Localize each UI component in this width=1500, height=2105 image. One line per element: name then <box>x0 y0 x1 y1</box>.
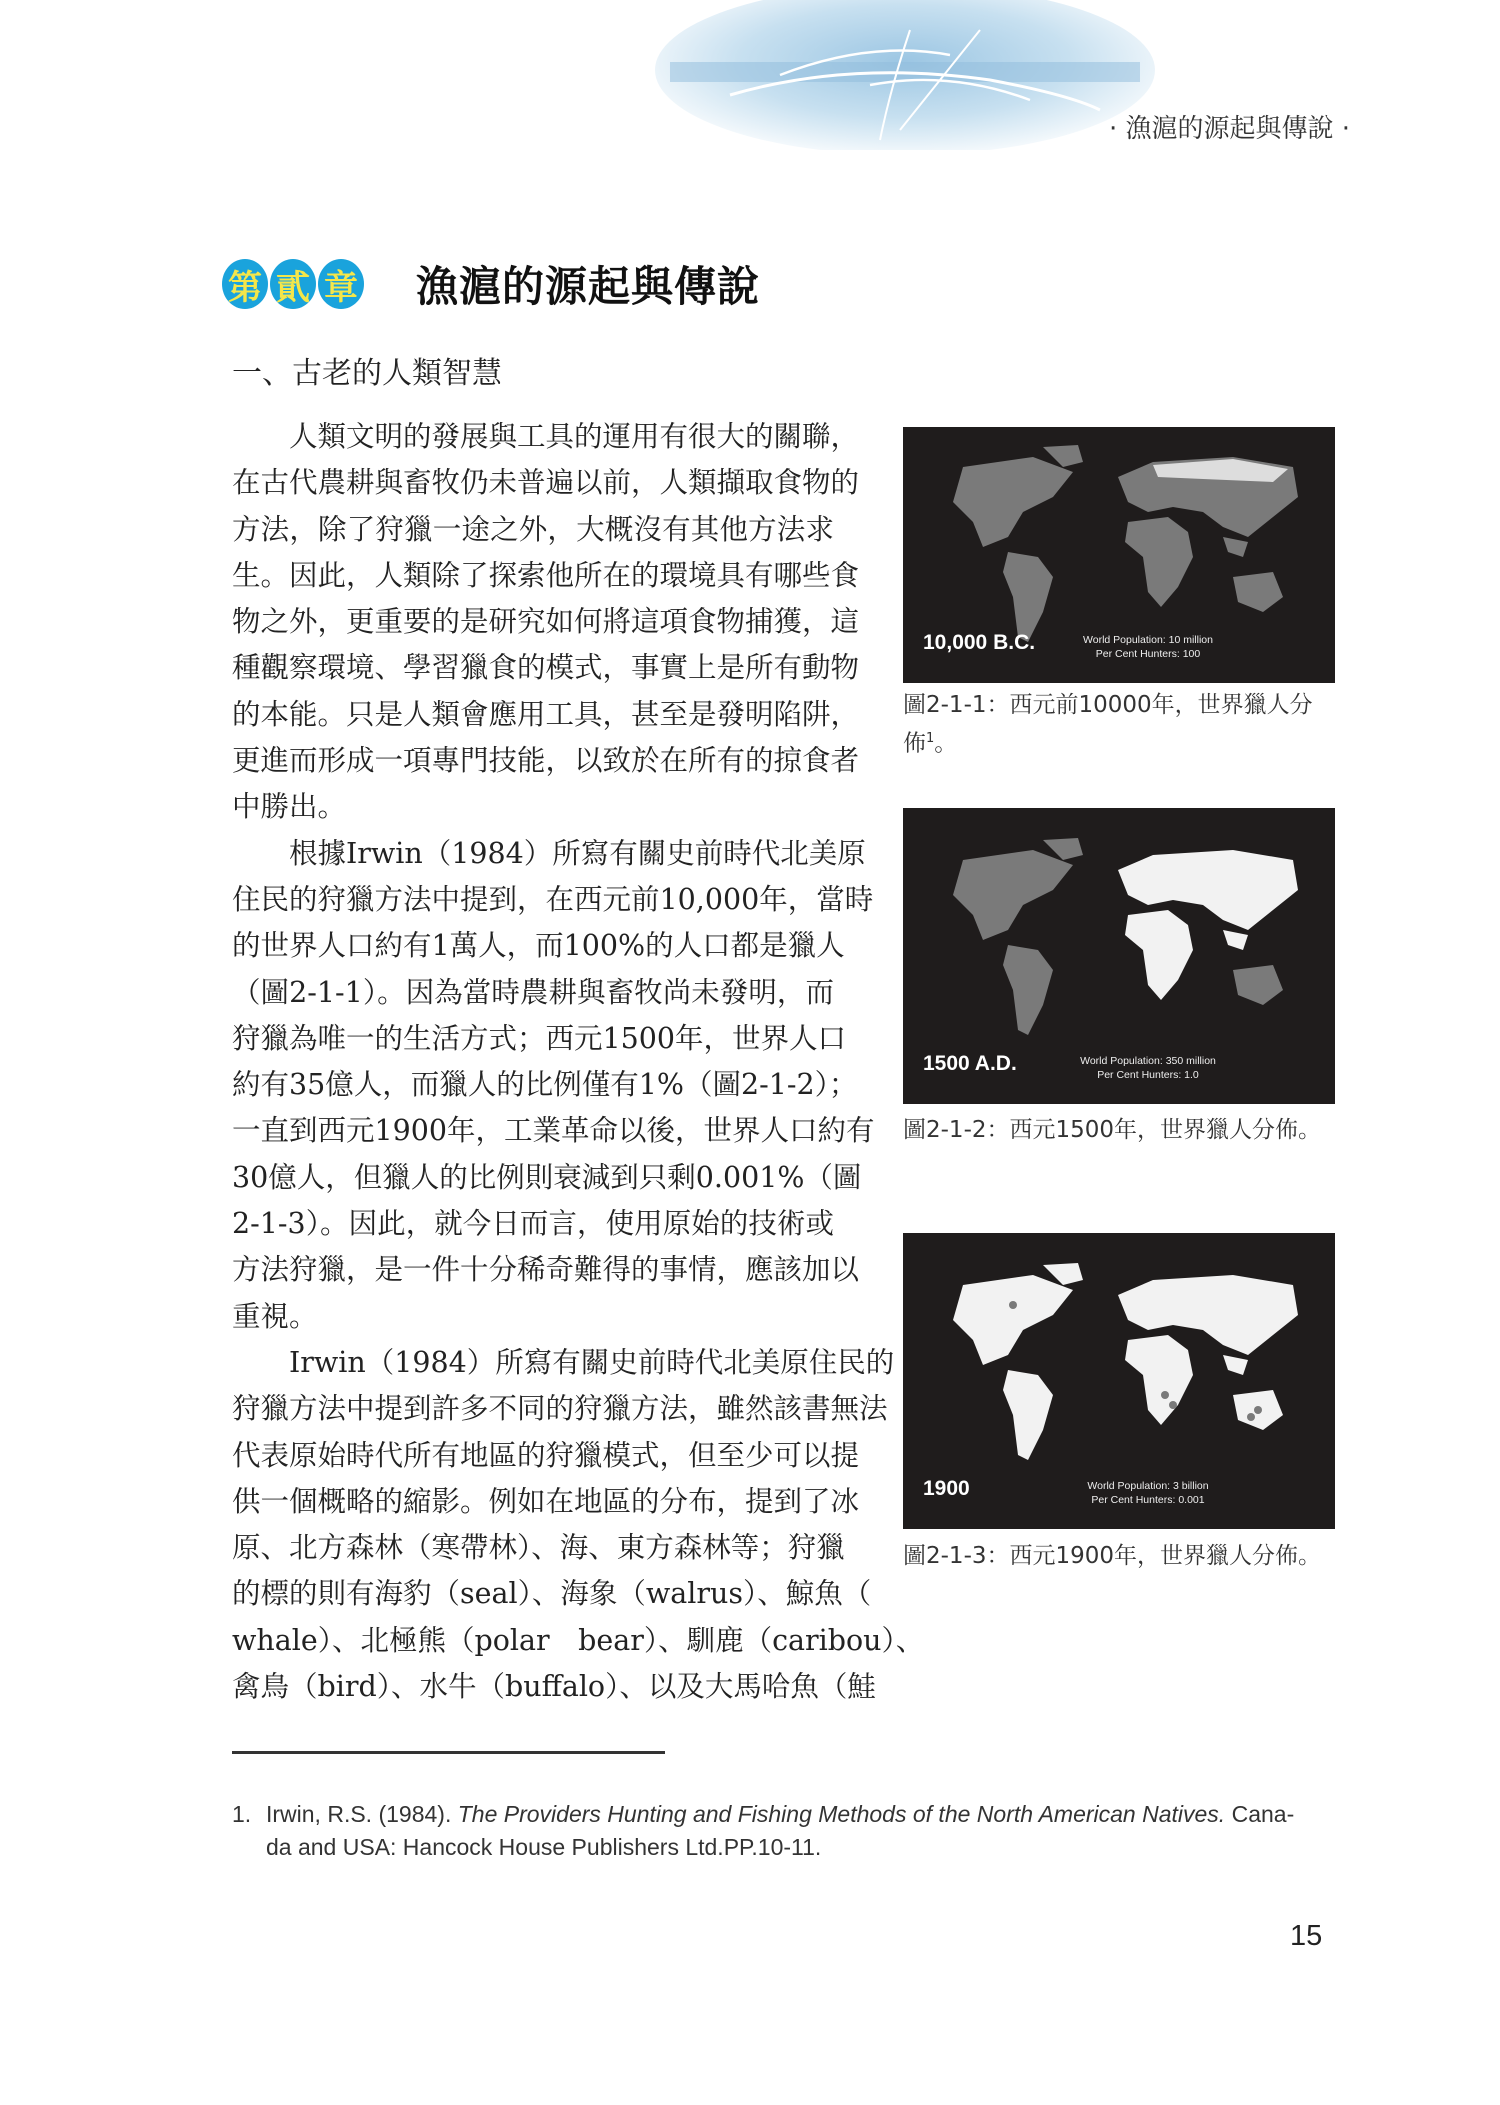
figure-map-1500ad <box>903 808 1335 1104</box>
footnote-author: Irwin, R.S. (1984). <box>266 1801 458 1827</box>
badge-char: 章 <box>318 259 364 309</box>
body-line: 供一個概略的縮影。例如在地區的分布，提到了冰 <box>232 1484 860 1518</box>
chapter-title: 漁滬的源起與傳說 <box>416 262 761 311</box>
figure-map-1900 <box>903 1233 1335 1529</box>
page-number: 15 <box>1290 1920 1323 1952</box>
body-line: 的本能。只是人類會應用工具，甚至是發明陷阱， <box>232 697 860 731</box>
running-head: · 漁滬的源起與傳說 · <box>1108 114 1350 144</box>
chapter-heading <box>222 254 760 314</box>
section-title: 一、古老的人類智慧 <box>232 356 502 391</box>
hunter-area-dot <box>1161 1391 1169 1399</box>
body-line: 中勝出。 <box>232 790 347 824</box>
continent-shape <box>953 457 1073 547</box>
continent-shape <box>1223 930 1248 950</box>
body-line: whale）、北極熊（polar bear）、馴鹿（caribou）、 <box>232 1623 925 1657</box>
map-era-label: 1500 A.D. <box>923 1052 1017 1075</box>
footnote-number: 1. <box>232 1801 252 1827</box>
continent-shape <box>1125 910 1193 1000</box>
body-line: 在古代農耕與畜牧仍未普遍以前，人類擷取食物的 <box>232 466 860 500</box>
footnote-text: Cana- <box>1225 1801 1295 1827</box>
body-line: 30億人，但獵人的比例則衰減到只剩0.001%（圖 <box>232 1160 862 1194</box>
body-line: 的標的則有海豹（seal）、海象（walrus）、鯨魚（ <box>232 1577 872 1611</box>
figure-map-10000bc <box>903 427 1335 683</box>
badge-char: 第 <box>222 259 268 309</box>
world-population: World Population: 350 million <box>1080 1055 1216 1067</box>
body-line: 2-1-3）。因此，就今日而言，使用原始的技術或 <box>232 1207 834 1241</box>
map-stats <box>1063 1054 1233 1082</box>
body-line: 狩獵方法中提到許多不同的狩獵方法，雖然該書無法 <box>232 1392 888 1426</box>
continent-shape <box>1223 1355 1248 1375</box>
caption-text: 佈 <box>903 730 926 757</box>
caption-text: 圖2-1-1：西元前10000年，世界獵人分 <box>903 692 1313 718</box>
body-line: 人類文明的發展與工具的運用有很大的關聯， <box>289 420 860 453</box>
body-line: 方法狩獵，是一件十分稀奇難得的事情，應該加以 <box>232 1253 860 1287</box>
map-stats <box>1063 633 1233 661</box>
world-population: World Population: 3 billion <box>1087 1480 1209 1492</box>
body-line: 禽鳥（bird）、水牛（buffalo）、以及大馬哈魚（鮭 <box>232 1670 876 1704</box>
body-line: 一直到西元1900年，工業革命以後，世界人口約有 <box>232 1114 875 1148</box>
body-line: 物之外，更重要的是研究如何將這項食物捕獲，這 <box>232 605 860 639</box>
body-line: Irwin（1984）所寫有關史前時代北美原住民的 <box>289 1345 895 1379</box>
body-line: 的世界人口約有1萬人，而100%的人口都是獵人 <box>232 929 845 963</box>
percent-hunters: Per Cent Hunters: 100 <box>1095 648 1201 660</box>
body-line: 種觀察環境、學習獵食的模式，事實上是所有動物 <box>232 651 860 685</box>
continent-shape <box>1003 945 1053 1035</box>
body-line: （圖2-1-1）。因為當時農耕與畜牧尚未發明，而 <box>232 975 834 1009</box>
chapter-badge <box>222 259 364 309</box>
figure-caption: 圖2-1-2：西元1500年，世界獵人分佈。 <box>903 1117 1322 1143</box>
continent-shape <box>1233 965 1283 1005</box>
body-line: 根據Irwin（1984）所寫有關史前時代北美原 <box>289 836 866 870</box>
map-stats <box>1063 1479 1233 1507</box>
continent-shape <box>1223 537 1248 557</box>
percent-hunters: Per Cent Hunters: 1.0 <box>1097 1069 1199 1081</box>
continent-shape <box>953 1275 1073 1365</box>
body-line: 約有35億人，而獵人的比例僅有1%（圖2-1-2）； <box>232 1068 858 1102</box>
hunter-area-dot <box>1169 1401 1177 1409</box>
body-line: 原、北方森林（寒帶林）、海、東方森林等；狩獵 <box>232 1531 845 1565</box>
continent-shape <box>1233 572 1283 612</box>
body-line: 生。因此，人類除了探索他所在的環境具有哪些食 <box>232 558 860 592</box>
badge-char: 貳 <box>270 259 316 309</box>
hunter-area-dot <box>1254 1406 1262 1414</box>
body-line: 代表原始時代所有地區的狩獵模式，但至少可以提 <box>232 1438 860 1472</box>
footnote-text: da and USA: Hancock House Publishers Ltd.PP.10-11. <box>266 1834 822 1860</box>
continent-shape <box>1003 1370 1053 1460</box>
figure-caption <box>903 688 1343 761</box>
continent-shape <box>953 850 1073 940</box>
map-era-label: 1900 <box>923 1477 970 1500</box>
hunter-area-dot <box>1009 1301 1017 1309</box>
footnote-book-title: The Providers Hunting and Fishing Methods of the North American Natives. <box>457 1801 1226 1827</box>
continent-shape <box>1003 552 1053 642</box>
continent-shape <box>1125 1335 1193 1425</box>
continent-shape <box>1125 517 1193 607</box>
map-era-label: 10,000 B.C. <box>923 631 1036 654</box>
world-population: World Population: 10 million <box>1083 634 1213 646</box>
footnote-divider <box>232 1751 665 1754</box>
body-line: 重視。 <box>232 1299 318 1333</box>
body-line: 方法，除了狩獵一途之外，大概沒有其他方法求 <box>232 512 834 546</box>
percent-hunters: Per Cent Hunters: 0.001 <box>1091 1494 1205 1506</box>
caption-text: 。 <box>934 730 958 757</box>
figure-caption: 圖2-1-3：西元1900年，世界獵人分佈。 <box>903 1543 1322 1569</box>
body-text <box>232 414 925 1710</box>
hunter-area-dot <box>1247 1413 1255 1421</box>
footnote <box>232 1798 1342 1864</box>
body-line: 住民的狩獵方法中提到，在西元前10,000年，當時 <box>232 882 874 916</box>
footnote-ref[interactable]: 1 <box>926 731 935 746</box>
body-line: 更進而形成一項專門技能，以致於在所有的掠食者 <box>232 744 860 778</box>
body-line: 狩獵為唯一的生活方式；西元1500年，世界人口 <box>232 1021 847 1055</box>
